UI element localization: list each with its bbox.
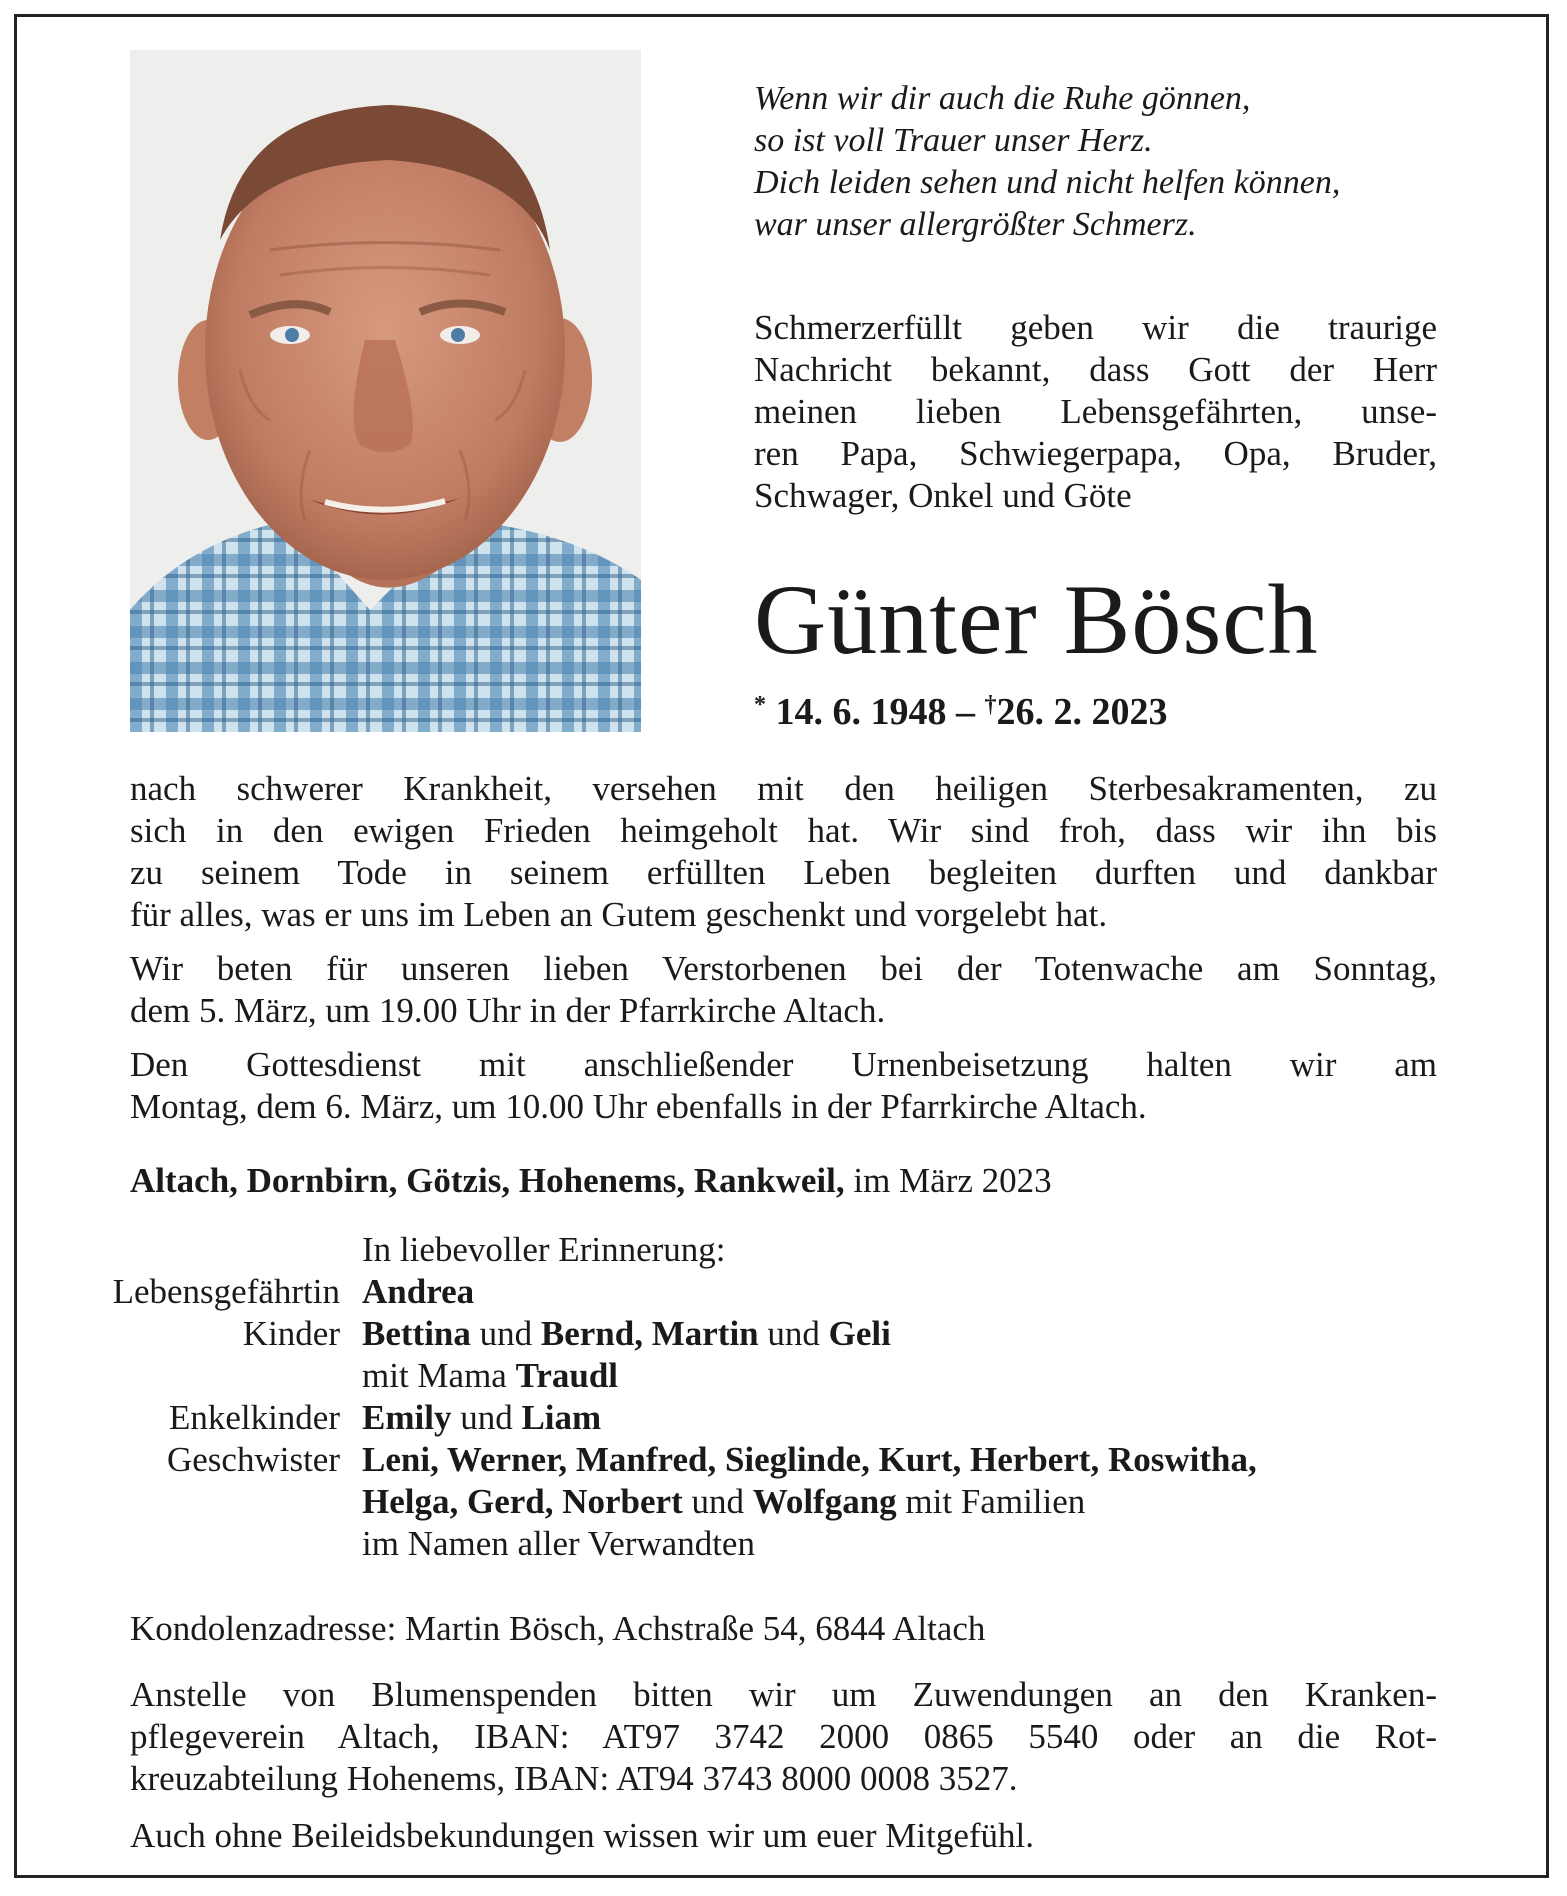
child-name: Geli xyxy=(828,1314,891,1353)
sibling-names: Leni, Werner, Manfred, Sieglinde, Kurt, Herbert, Roswitha, xyxy=(362,1440,1257,1479)
grandchild-name: Emily xyxy=(362,1398,452,1437)
closing-note xyxy=(130,1815,1437,1857)
sibling-names: Wolfgang xyxy=(752,1482,897,1521)
paragraph-line: nach schwerer Krankheit, versehen mit den heiligen Sterbesakramenten, zu xyxy=(130,769,1437,808)
relatives-line: im Namen aller Verwandten xyxy=(362,1524,755,1563)
conjunction: und xyxy=(460,1398,513,1437)
death-date: 26. 2. 2023 xyxy=(996,691,1168,733)
paragraph-line: dem 5. März, um 19.00 Uhr in der Pfarrkirche Altach. xyxy=(130,991,886,1030)
towns: Altach, Dornbirn, Götzis, Hohenems, Rankweil, xyxy=(130,1161,845,1200)
memorial-poem xyxy=(754,78,1474,246)
families-suffix: mit Familien xyxy=(905,1482,1086,1521)
life-dates xyxy=(754,690,1168,734)
conjunction: und xyxy=(479,1314,533,1353)
deceased-name: Günter Bösch xyxy=(754,564,1319,675)
poem-line: Wenn wir dir auch die Ruhe gönnen, xyxy=(754,80,1251,117)
child-name: Bettina xyxy=(362,1314,471,1353)
donation-notice xyxy=(130,1674,1437,1800)
intro-line: Nachricht bekannt, dass Gott der Herr xyxy=(754,350,1437,389)
poem-line: war unser allergrößter Schmerz. xyxy=(754,206,1197,243)
child-name: Bernd, Martin xyxy=(540,1314,759,1353)
conjunction: und xyxy=(691,1482,744,1521)
partner-label: Lebensgefährtin xyxy=(112,1272,340,1311)
conjunction: und xyxy=(767,1314,820,1353)
family-row-partner xyxy=(50,1271,1530,1313)
paragraph-line: Den Gottesdienst mit anschließender Urnenbeisetzung halten wir am xyxy=(130,1045,1437,1084)
intro-line: Schwager, Onkel und Göte xyxy=(754,476,1132,515)
paragraph-line: Montag, dem 6. März, um 10.00 Uhr ebenfalls in der Pfarrkirche Altach. xyxy=(130,1087,1147,1126)
sibling-names: Helga, Gerd, Norbert xyxy=(362,1482,683,1521)
family-row-siblings-2 xyxy=(50,1481,1530,1523)
family-heading-row xyxy=(50,1229,1530,1271)
death-symbol: † xyxy=(984,692,997,718)
family-list xyxy=(50,1229,1530,1565)
closing-line: Auch ohne Beileidsbekundungen wissen wir um euer Mitgefühl. xyxy=(130,1816,1034,1855)
paragraph-wake xyxy=(130,948,1437,1032)
paragraph-line: sich in den ewigen Frieden heimgeholt hat. Wir sind froh, dass wir ihn bis xyxy=(130,811,1437,850)
family-row-mama xyxy=(50,1355,1530,1397)
family-row-children xyxy=(50,1313,1530,1355)
paragraph-line: Wir beten für unseren lieben Verstorbenen bei der Totenwache am Sonntag, xyxy=(130,949,1437,988)
poem-line: so ist voll Trauer unser Herz. xyxy=(754,122,1153,159)
poem-line: Dich leiden sehen und nicht helfen können, xyxy=(754,164,1341,201)
paragraph-line: zu seinem Tode in seinem erfüllten Leben begleiten durften und dankbar xyxy=(130,853,1437,892)
condolence-address xyxy=(130,1608,1437,1650)
family-row-relatives xyxy=(50,1523,1530,1565)
announcement-intro xyxy=(754,307,1437,517)
portrait-image xyxy=(130,50,641,732)
family-row-grandchildren xyxy=(50,1397,1530,1439)
date-dash: – xyxy=(956,691,975,733)
paragraph-service xyxy=(130,1044,1437,1128)
donation-line: pflegeverein Altach, IBAN: AT97 3742 2000 0865 5540 oder an die Rot- xyxy=(130,1717,1437,1756)
donation-line: Anstelle von Blumenspenden bitten wir um Zuwendungen an den Kranken- xyxy=(130,1675,1437,1714)
siblings-label: Geschwister xyxy=(166,1440,340,1479)
intro-line: Schmerzerfüllt geben wir die traurige xyxy=(754,308,1437,347)
paragraph-line: für alles, was er uns im Leben an Gutem geschenkt und vorgelebt hat. xyxy=(130,895,1108,934)
partner-name: Andrea xyxy=(362,1272,475,1311)
intro-line: meinen lieben Lebensgefährten, unse- xyxy=(754,392,1437,431)
portrait-photo xyxy=(130,50,641,732)
mama-name: Traudl xyxy=(515,1356,619,1395)
grandchild-name: Liam xyxy=(521,1398,602,1437)
paragraph-passing xyxy=(130,768,1437,936)
intro-line: ren Papa, Schwiegerpapa, Opa, Bruder, xyxy=(754,434,1437,473)
birth-date: 14. 6. 1948 xyxy=(775,691,947,733)
mama-prefix: mit Mama xyxy=(362,1356,507,1395)
children-label: Kinder xyxy=(242,1314,340,1353)
family-heading: In liebevoller Erinnerung: xyxy=(362,1230,726,1269)
birth-symbol: * xyxy=(754,692,766,718)
places-date xyxy=(130,1160,1052,1202)
family-row-siblings xyxy=(50,1439,1530,1481)
grandchildren-label: Enkelkinder xyxy=(168,1398,340,1437)
condolence-line: Kondolenzadresse: Martin Bösch, Achstraße 54, 6844 Altach xyxy=(130,1609,986,1648)
month-year: im März 2023 xyxy=(853,1161,1052,1200)
donation-line: kreuzabteilung Hohenems, IBAN: AT94 3743 8000 0008 3527. xyxy=(130,1759,1018,1798)
